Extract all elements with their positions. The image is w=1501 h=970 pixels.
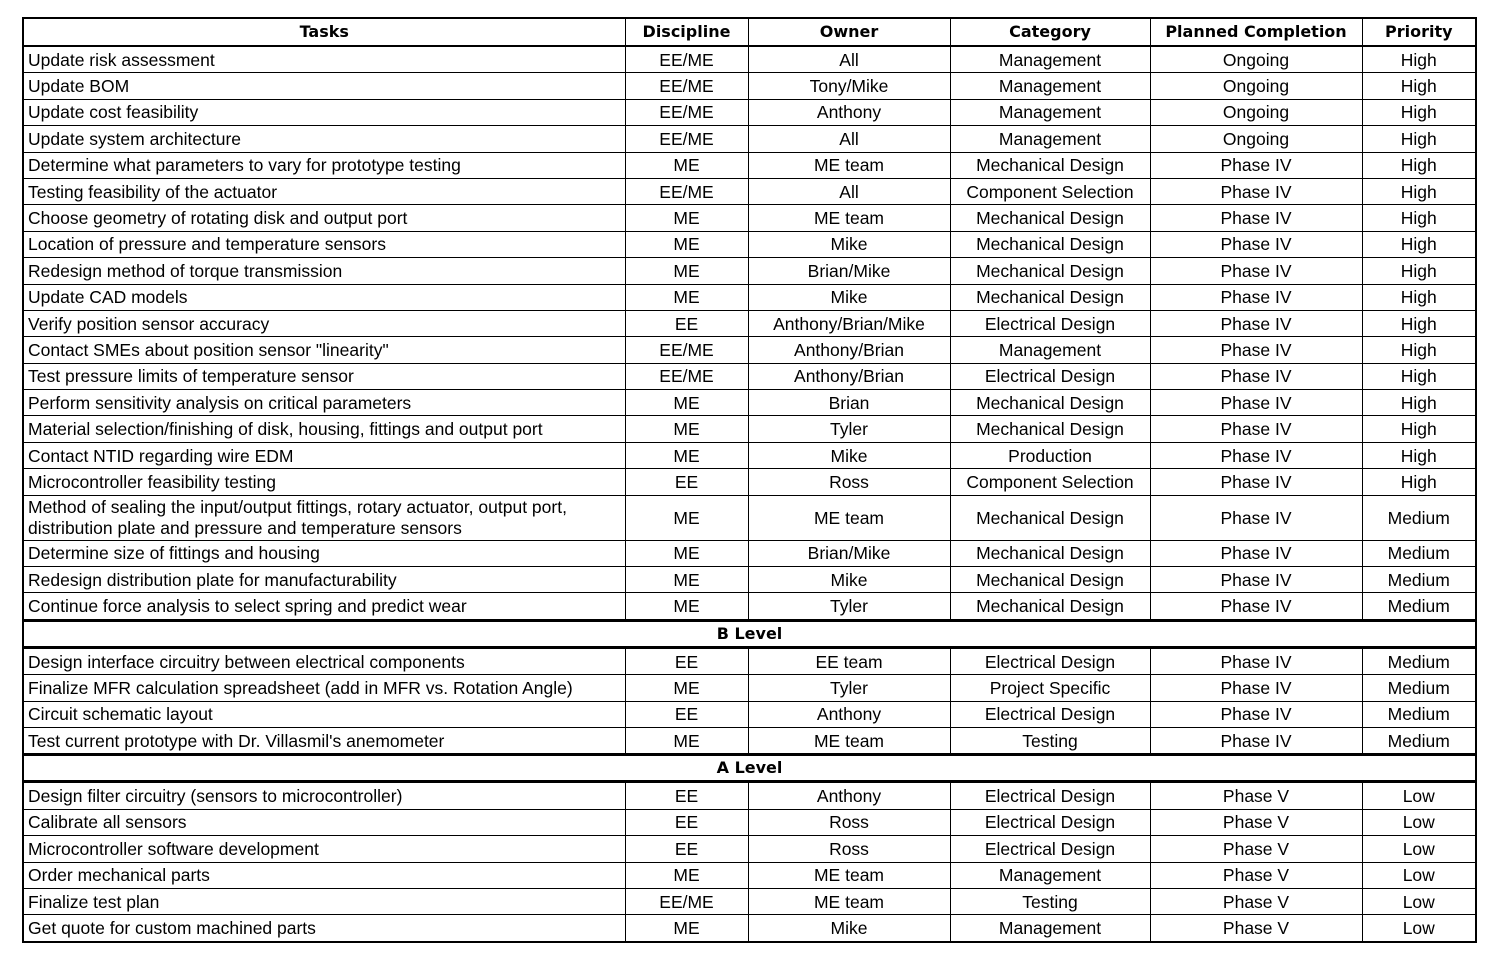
- owner-cell: Anthony: [748, 99, 950, 125]
- category-cell: Testing: [950, 727, 1150, 754]
- table-row: [23, 809, 1476, 835]
- priority-cell: High: [1362, 284, 1476, 310]
- discipline-cell: ME: [625, 593, 748, 620]
- table-row: [23, 390, 1476, 416]
- category-cell: Testing: [950, 888, 1150, 914]
- discipline-cell: ME: [625, 416, 748, 442]
- discipline-cell: ME: [625, 284, 748, 310]
- category-cell: Electrical Design: [950, 701, 1150, 727]
- owner-cell: Mike: [748, 284, 950, 310]
- category-cell: Electrical Design: [950, 782, 1150, 809]
- task-cell: Update system architecture: [23, 126, 625, 152]
- category-cell: Mechanical Design: [950, 231, 1150, 257]
- table-row: [23, 862, 1476, 888]
- category-cell: Component Selection: [950, 178, 1150, 204]
- priority-cell: High: [1362, 442, 1476, 468]
- table-row: [23, 99, 1476, 125]
- discipline-cell: ME: [625, 152, 748, 178]
- category-cell: Mechanical Design: [950, 258, 1150, 284]
- priority-cell: Low: [1362, 782, 1476, 809]
- owner-cell: ME team: [748, 205, 950, 231]
- priority-cell: Medium: [1362, 675, 1476, 701]
- priority-cell: High: [1362, 390, 1476, 416]
- discipline-cell: ME: [625, 675, 748, 701]
- completion-cell: Phase V: [1150, 809, 1362, 835]
- task-cell: Continue force analysis to select spring and predict wear: [23, 593, 625, 620]
- category-cell: Mechanical Design: [950, 284, 1150, 310]
- task-cell: Test current prototype with Dr. Villasmil's anemometer: [23, 727, 625, 754]
- discipline-cell: EE/ME: [625, 126, 748, 152]
- header-tasks: Tasks: [23, 18, 625, 46]
- priority-cell: High: [1362, 46, 1476, 73]
- completion-cell: Phase IV: [1150, 675, 1362, 701]
- task-cell: Design filter circuitry (sensors to microcontroller): [23, 782, 625, 809]
- category-cell: Electrical Design: [950, 363, 1150, 389]
- completion-cell: Ongoing: [1150, 126, 1362, 152]
- table-row: [23, 647, 1476, 674]
- category-cell: Mechanical Design: [950, 416, 1150, 442]
- category-cell: Mechanical Design: [950, 390, 1150, 416]
- owner-cell: Tyler: [748, 416, 950, 442]
- task-cell: Redesign method of torque transmission: [23, 258, 625, 284]
- priority-cell: Medium: [1362, 540, 1476, 566]
- priority-cell: Medium: [1362, 567, 1476, 593]
- category-cell: Management: [950, 337, 1150, 363]
- completion-cell: Phase IV: [1150, 363, 1362, 389]
- priority-cell: High: [1362, 258, 1476, 284]
- completion-cell: Phase V: [1150, 888, 1362, 914]
- discipline-cell: EE: [625, 782, 748, 809]
- owner-cell: Mike: [748, 442, 950, 468]
- table-row: [23, 284, 1476, 310]
- priority-cell: High: [1362, 416, 1476, 442]
- owner-cell: Mike: [748, 231, 950, 257]
- discipline-cell: EE/ME: [625, 178, 748, 204]
- completion-cell: Phase IV: [1150, 469, 1362, 495]
- discipline-cell: EE/ME: [625, 46, 748, 73]
- priority-cell: High: [1362, 73, 1476, 99]
- category-cell: Management: [950, 126, 1150, 152]
- discipline-cell: EE: [625, 310, 748, 336]
- completion-cell: Phase IV: [1150, 567, 1362, 593]
- discipline-cell: ME: [625, 258, 748, 284]
- task-cell: Microcontroller software development: [23, 836, 625, 862]
- completion-cell: Phase IV: [1150, 442, 1362, 468]
- task-cell: Perform sensitivity analysis on critical parameters: [23, 390, 625, 416]
- completion-cell: Phase V: [1150, 836, 1362, 862]
- priority-cell: Low: [1362, 836, 1476, 862]
- section-header-row: [23, 755, 1476, 782]
- completion-cell: Phase V: [1150, 862, 1362, 888]
- task-cell: Method of sealing the input/output fittings, rotary actuator, output port, distribution plate and pressure and temperature sensors: [23, 495, 625, 540]
- category-cell: Production: [950, 442, 1150, 468]
- owner-cell: All: [748, 178, 950, 204]
- table-row: [23, 205, 1476, 231]
- discipline-cell: EE: [625, 647, 748, 674]
- category-cell: Management: [950, 73, 1150, 99]
- category-cell: Mechanical Design: [950, 205, 1150, 231]
- task-cell: Finalize MFR calculation spreadsheet (add in MFR vs. Rotation Angle): [23, 675, 625, 701]
- task-cell: Determine size of fittings and housing: [23, 540, 625, 566]
- completion-cell: Phase IV: [1150, 152, 1362, 178]
- table-row: [23, 915, 1476, 942]
- discipline-cell: EE/ME: [625, 99, 748, 125]
- section-label: A Level: [23, 755, 1476, 782]
- owner-cell: ME team: [748, 727, 950, 754]
- owner-cell: Ross: [748, 469, 950, 495]
- section-header-row: [23, 620, 1476, 647]
- discipline-cell: ME: [625, 442, 748, 468]
- task-cell: Update BOM: [23, 73, 625, 99]
- owner-cell: ME team: [748, 495, 950, 540]
- task-cell: Verify position sensor accuracy: [23, 310, 625, 336]
- table-row: [23, 416, 1476, 442]
- owner-cell: All: [748, 126, 950, 152]
- header-category: Category: [950, 18, 1150, 46]
- category-cell: Mechanical Design: [950, 495, 1150, 540]
- task-cell: Determine what parameters to vary for prototype testing: [23, 152, 625, 178]
- discipline-cell: ME: [625, 862, 748, 888]
- table-row: [23, 782, 1476, 809]
- priority-cell: Medium: [1362, 701, 1476, 727]
- task-cell: Update risk assessment: [23, 46, 625, 73]
- owner-cell: Mike: [748, 915, 950, 942]
- owner-cell: Anthony/Brian: [748, 337, 950, 363]
- category-cell: Electrical Design: [950, 310, 1150, 336]
- completion-cell: Ongoing: [1150, 73, 1362, 99]
- completion-cell: Phase IV: [1150, 258, 1362, 284]
- task-cell: Microcontroller feasibility testing: [23, 469, 625, 495]
- priority-cell: High: [1362, 469, 1476, 495]
- owner-cell: Anthony: [748, 782, 950, 809]
- discipline-cell: EE/ME: [625, 73, 748, 99]
- priority-cell: High: [1362, 126, 1476, 152]
- task-cell: Test pressure limits of temperature sensor: [23, 363, 625, 389]
- discipline-cell: ME: [625, 727, 748, 754]
- task-cell: Update CAD models: [23, 284, 625, 310]
- discipline-cell: ME: [625, 205, 748, 231]
- completion-cell: Ongoing: [1150, 99, 1362, 125]
- owner-cell: Ross: [748, 809, 950, 835]
- discipline-cell: EE/ME: [625, 337, 748, 363]
- completion-cell: Phase IV: [1150, 178, 1362, 204]
- discipline-cell: EE: [625, 701, 748, 727]
- completion-cell: Phase IV: [1150, 390, 1362, 416]
- owner-cell: Tyler: [748, 675, 950, 701]
- table-row: [23, 258, 1476, 284]
- table-row: [23, 675, 1476, 701]
- category-cell: Electrical Design: [950, 836, 1150, 862]
- owner-cell: ME team: [748, 862, 950, 888]
- completion-cell: Phase IV: [1150, 416, 1362, 442]
- table-row: [23, 701, 1476, 727]
- category-cell: Management: [950, 862, 1150, 888]
- discipline-cell: ME: [625, 390, 748, 416]
- priority-cell: High: [1362, 205, 1476, 231]
- task-cell: Material selection/finishing of disk, housing, fittings and output port: [23, 416, 625, 442]
- priority-cell: Low: [1362, 888, 1476, 914]
- completion-cell: Phase IV: [1150, 205, 1362, 231]
- priority-cell: High: [1362, 337, 1476, 363]
- table-row: [23, 540, 1476, 566]
- task-cell: Circuit schematic layout: [23, 701, 625, 727]
- priority-cell: High: [1362, 178, 1476, 204]
- completion-cell: Phase IV: [1150, 231, 1362, 257]
- completion-cell: Phase IV: [1150, 727, 1362, 754]
- category-cell: Electrical Design: [950, 809, 1150, 835]
- owner-cell: Brian: [748, 390, 950, 416]
- priority-cell: High: [1362, 310, 1476, 336]
- task-cell: Calibrate all sensors: [23, 809, 625, 835]
- task-table-body: [23, 46, 1476, 942]
- discipline-cell: ME: [625, 231, 748, 257]
- completion-cell: Phase V: [1150, 782, 1362, 809]
- category-cell: Component Selection: [950, 469, 1150, 495]
- table-row: [23, 469, 1476, 495]
- completion-cell: Phase IV: [1150, 310, 1362, 336]
- category-cell: Mechanical Design: [950, 567, 1150, 593]
- priority-cell: High: [1362, 152, 1476, 178]
- completion-cell: Phase IV: [1150, 284, 1362, 310]
- task-cell: Location of pressure and temperature sensors: [23, 231, 625, 257]
- table-row: [23, 567, 1476, 593]
- table-row: [23, 178, 1476, 204]
- task-cell: Design interface circuitry between electrical components: [23, 647, 625, 674]
- discipline-cell: EE/ME: [625, 363, 748, 389]
- category-cell: Management: [950, 915, 1150, 942]
- discipline-cell: ME: [625, 495, 748, 540]
- owner-cell: Brian/Mike: [748, 258, 950, 284]
- completion-cell: Ongoing: [1150, 46, 1362, 73]
- table-row: [23, 363, 1476, 389]
- owner-cell: Tony/Mike: [748, 73, 950, 99]
- priority-cell: High: [1362, 363, 1476, 389]
- table-row: [23, 495, 1476, 540]
- table-row: [23, 73, 1476, 99]
- section-label: B Level: [23, 620, 1476, 647]
- completion-cell: Phase IV: [1150, 540, 1362, 566]
- priority-cell: Medium: [1362, 647, 1476, 674]
- category-cell: Mechanical Design: [950, 593, 1150, 620]
- header-priority: Priority: [1362, 18, 1476, 46]
- priority-cell: Medium: [1362, 593, 1476, 620]
- task-cell: Update cost feasibility: [23, 99, 625, 125]
- table-row: [23, 727, 1476, 754]
- table-row: [23, 126, 1476, 152]
- owner-cell: Anthony/Brian: [748, 363, 950, 389]
- category-cell: Mechanical Design: [950, 152, 1150, 178]
- task-cell: Finalize test plan: [23, 888, 625, 914]
- owner-cell: Tyler: [748, 593, 950, 620]
- header-owner: Owner: [748, 18, 950, 46]
- priority-cell: High: [1362, 99, 1476, 125]
- owner-cell: Anthony/Brian/Mike: [748, 310, 950, 336]
- owner-cell: All: [748, 46, 950, 73]
- table-row: [23, 310, 1476, 336]
- owner-cell: Brian/Mike: [748, 540, 950, 566]
- discipline-cell: EE: [625, 836, 748, 862]
- task-cell: Redesign distribution plate for manufacturability: [23, 567, 625, 593]
- discipline-cell: ME: [625, 540, 748, 566]
- priority-cell: Low: [1362, 915, 1476, 942]
- task-cell: Contact NTID regarding wire EDM: [23, 442, 625, 468]
- discipline-cell: EE: [625, 469, 748, 495]
- owner-cell: Anthony: [748, 701, 950, 727]
- task-cell: Choose geometry of rotating disk and output port: [23, 205, 625, 231]
- priority-cell: Low: [1362, 809, 1476, 835]
- table-row: [23, 337, 1476, 363]
- completion-cell: Phase IV: [1150, 701, 1362, 727]
- priority-cell: High: [1362, 231, 1476, 257]
- task-cell: Order mechanical parts: [23, 862, 625, 888]
- priority-cell: Medium: [1362, 727, 1476, 754]
- category-cell: Electrical Design: [950, 647, 1150, 674]
- category-cell: Management: [950, 99, 1150, 125]
- owner-cell: EE team: [748, 647, 950, 674]
- task-cell: Contact SMEs about position sensor "linearity": [23, 337, 625, 363]
- discipline-cell: EE: [625, 809, 748, 835]
- owner-cell: Ross: [748, 836, 950, 862]
- task-table: [22, 17, 1477, 943]
- table-row: [23, 836, 1476, 862]
- task-cell: Testing feasibility of the actuator: [23, 178, 625, 204]
- header-row: [23, 18, 1476, 46]
- completion-cell: Phase IV: [1150, 593, 1362, 620]
- completion-cell: Phase IV: [1150, 495, 1362, 540]
- category-cell: Project Specific: [950, 675, 1150, 701]
- discipline-cell: ME: [625, 567, 748, 593]
- table-row: [23, 231, 1476, 257]
- category-cell: Management: [950, 46, 1150, 73]
- completion-cell: Phase IV: [1150, 647, 1362, 674]
- owner-cell: ME team: [748, 152, 950, 178]
- table-row: [23, 152, 1476, 178]
- owner-cell: Mike: [748, 567, 950, 593]
- header-discipline: Discipline: [625, 18, 748, 46]
- discipline-cell: EE/ME: [625, 888, 748, 914]
- table-row: [23, 46, 1476, 73]
- owner-cell: ME team: [748, 888, 950, 914]
- task-cell: Get quote for custom machined parts: [23, 915, 625, 942]
- table-row: [23, 442, 1476, 468]
- table-row: [23, 593, 1476, 620]
- completion-cell: Phase IV: [1150, 337, 1362, 363]
- priority-cell: Low: [1362, 862, 1476, 888]
- priority-cell: Medium: [1362, 495, 1476, 540]
- table-row: [23, 888, 1476, 914]
- discipline-cell: ME: [625, 915, 748, 942]
- category-cell: Mechanical Design: [950, 540, 1150, 566]
- header-planned-completion: Planned Completion: [1150, 18, 1362, 46]
- completion-cell: Phase V: [1150, 915, 1362, 942]
